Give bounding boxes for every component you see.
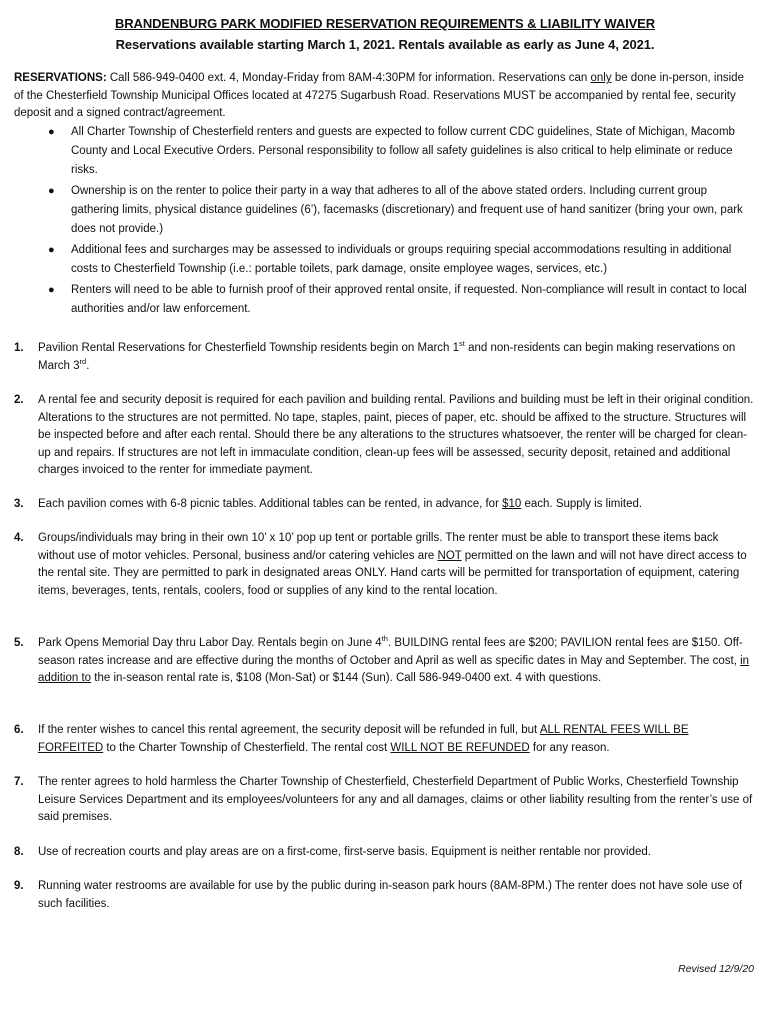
- reservations-paragraph: [14, 70, 754, 123]
- rule-underlined-text: in addition to: [38, 654, 750, 684]
- rule-text-part: for any reason.: [529, 741, 610, 754]
- bullet-text: Renters will need to be able to furnish proof of their approved rental onsite, if requested. Non-compliance will result in contact to local authorities and/or law enforcement.: [71, 284, 747, 315]
- rule-superscript: th: [381, 634, 388, 644]
- bullet-dot-icon: ●: [48, 185, 55, 197]
- bullet-item: [46, 281, 754, 319]
- rule-number: 6.: [14, 724, 24, 736]
- rule-underlined-text: ALL RENTAL FEES WILL BE FORFEITED: [38, 724, 689, 754]
- rule-number: 5.: [14, 637, 24, 649]
- rule-underlined-text: $10: [502, 498, 522, 510]
- bullet-item: [46, 182, 754, 239]
- rule-number: 4.: [14, 532, 24, 544]
- rule-underlined-text: NOT: [437, 549, 462, 562]
- rule-underlined-text: WILL NOT BE REFUNDED: [390, 741, 530, 754]
- reservations-text-b: be done in-person, inside of the Chesterfield Township Municipal Offices located at 47275 Sugarbush Road. Reservations MUST be accompanied by rental fee, security deposit and a signed contract/agreement.: [14, 72, 744, 119]
- rule-item-5: [14, 635, 756, 688]
- rule-text-part: permitted on the lawn and will not have direct access to the rental site. They are permitted to park in designated areas ONLY. Hand carts will be permitted for transportation of equipment, catering items, beverages, tents, rentals, coolers, food or supplies of any kind to the rental location.: [38, 549, 747, 597]
- rule-number: 1.: [14, 342, 24, 354]
- rule-text: [38, 530, 756, 600]
- rule-text-part: . BUILDING rental fees are $200; PAVILION rental fees are $150. Off-season rates increase and are effective during the months of October and April as well as specific dates in May and September. The cost,: [38, 637, 743, 667]
- bullet-text: Ownership is on the renter to police their party in a way that adheres to all of the above stated orders. Including current group gathering limits, physical distance guidelines (6’), facemasks (discretionary) and frequent use of hand sanitizer (bring your own, park does not provide.): [71, 185, 743, 235]
- bullet-item: [46, 123, 754, 180]
- rule-text: [38, 496, 756, 514]
- reservations-label: RESERVATIONS:: [14, 72, 107, 84]
- document-subtitle: Reservations available starting March 1, 2021. Rentals available as early as June 4, 2021.: [115, 37, 655, 52]
- rule-text: [38, 340, 756, 375]
- rule-text-part: If the renter wishes to cancel this rental agreement, the security deposit will be refunded in full, but: [38, 724, 540, 736]
- bullet-dot-icon: ●: [48, 284, 55, 296]
- rule-text-part: to the Charter Township of Chesterfield. The rental cost: [103, 741, 391, 754]
- rule-text-part: each. Supply is limited.: [521, 498, 643, 510]
- rule-number: 3.: [14, 498, 24, 510]
- rule-text-part: Each pavilion comes with 6-8 picnic tables. Additional tables can be rented, in advance, for: [38, 498, 503, 510]
- rule-item-4: [14, 530, 756, 600]
- document-title: BRANDENBURG PARK MODIFIED RESERVATION REQUIREMENTS & LIABILITY WAIVER: [114, 16, 656, 31]
- rule-item-1: [14, 340, 756, 375]
- rule-item-9: [14, 878, 756, 913]
- rule-text-part: and non-residents can begin making reservations on March 3: [38, 342, 736, 372]
- rule-superscript: st: [459, 339, 465, 349]
- rule-text-part: Park Opens Memorial Day thru Labor Day. Rentals begin on June 4: [38, 637, 382, 649]
- rule-item-2: [14, 392, 756, 480]
- reservations-text-a: Call 586-949-0400 ext. 4, Monday-Friday from 8AM-4:30PM for information. Reservations can: [106, 72, 591, 84]
- rule-text-part: Groups/individuals may bring in their own 10’ x 10’ pop up tent or portable grills. The renter must be able to transport these items back without use of motor vehicles. Personal, business and/or catering vehicles are: [38, 532, 719, 562]
- rule-text: [38, 635, 756, 688]
- rule-text: Use of recreation courts and play areas are on a first-come, first-serve basis. Equipment is neither rentable nor provided.: [38, 846, 651, 858]
- guidelines-bullet-list: [46, 123, 754, 321]
- rule-text: The renter agrees to hold harmless the Charter Township of Chesterfield, Chesterfield Department of Public Works, Chesterfield Township Leisure Services Department and its employees/volunteers for any and all damages, claims or other liability resulting from the renter’s use of said premises.: [38, 776, 753, 823]
- rule-text-part: the in-season rental rate is, $108 (Mon-Sat) or $144 (Sun). Call 586-949-0400 ext. 4 with questions.: [91, 672, 602, 684]
- rule-number: 7.: [14, 776, 24, 788]
- revised-date: Revised 12/9/20: [678, 963, 754, 975]
- bullet-dot-icon: ●: [48, 126, 55, 138]
- rule-text: [38, 722, 756, 757]
- rule-item-6: [14, 722, 756, 757]
- rule-text-part: Pavilion Rental Reservations for Chesterfield Township residents begin on March 1: [38, 342, 460, 354]
- rule-number: 9.: [14, 880, 24, 892]
- bullet-dot-icon: ●: [48, 244, 55, 256]
- rule-item-8: [14, 844, 756, 862]
- rule-item-7: [14, 774, 756, 827]
- bullet-text: Additional fees and surcharges may be assessed to individuals or groups requiring special accommodations resulting in additional costs to Chesterfield Township (i.e.: portable toilets, park damage, onsite employee wages, services, etc.): [71, 244, 732, 275]
- rule-text: A rental fee and security deposit is required for each pavilion and building rental. Pavilions and building must be left in their original condition. Alterations to the structures are not permitted. No tape, staples, paint, pieces of paper, etc. should be affixed to the structure. Structures will be inspected before and after each rental. Should there be any alterations to the structures whatsoever, the renter will be charged for clean-up and repairs. If structures are not left in immaculate condition, clean-up fees will be assessed, security deposit, retained and additional charges invoiced to the renter for immediate payment.: [38, 394, 754, 476]
- rule-text-part: .: [86, 359, 90, 372]
- bullet-item: [46, 241, 754, 279]
- bullet-text: All Charter Township of Chesterfield renters and guests are expected to follow current CDC guidelines, State of Michigan, Macomb County and Local Executive Orders. Personal responsibility to follow all safety guidelines is also critical to help eliminate or reduce risks.: [71, 126, 735, 176]
- reservations-only: only: [590, 72, 612, 84]
- rule-number: 8.: [14, 846, 24, 858]
- rule-number: 2.: [14, 394, 24, 406]
- rule-text: Running water restrooms are available for use by the public during in-season park hours (8AM-8PM.) The renter does not have sole use of such facilities.: [38, 880, 743, 910]
- rule-superscript: rd: [79, 356, 87, 366]
- rule-item-3: [14, 496, 756, 514]
